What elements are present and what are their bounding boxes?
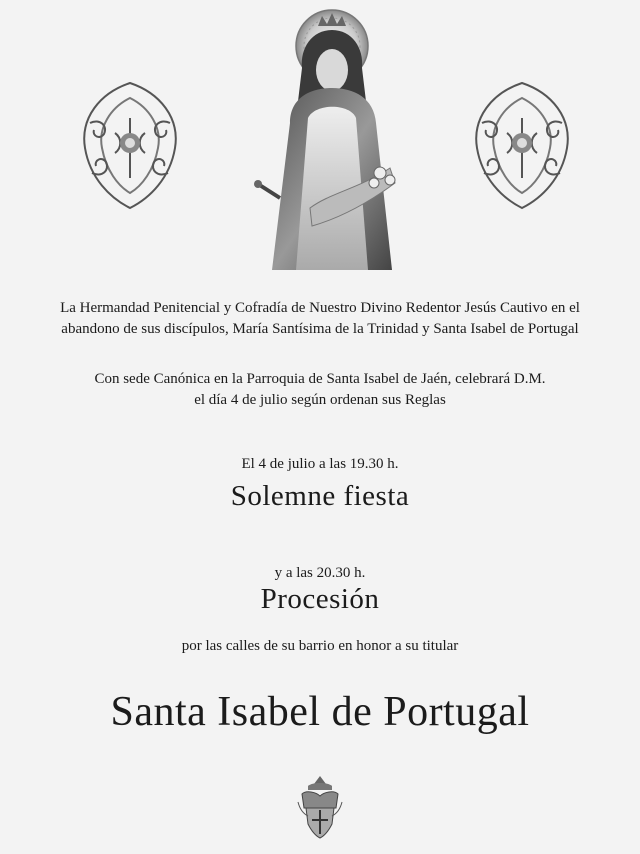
route-text: por las calles de su barrio en honor a su titular (181, 638, 459, 654)
seat-line-2: el día 4 de julio según ordenan sus Reglas (194, 392, 446, 408)
event-1-time: El 4 de julio a las 19.30 h. (241, 456, 399, 472)
intro-line-2: abandono de sus discípulos, María Santísima de la Trinidad y Santa Isabel de Portugal (61, 321, 579, 337)
baroque-ornament-right-icon (462, 78, 582, 213)
event-1-title: Solemne fiesta (230, 480, 410, 512)
titular-heading: Santa Isabel de Portugal (110, 689, 530, 735)
canonical-seat (0, 369, 640, 411)
brotherhood-crest-icon (296, 774, 344, 840)
brotherhood-intro (0, 298, 640, 340)
intro-line-1: La Hermandad Penitencial y Cofradía de Nuestro Divino Redentor Jesús Cautivo en el (60, 300, 580, 316)
event-2-title: Procesión (260, 583, 380, 615)
seat-line-1: Con sede Canónica en la Parroquia de Santa Isabel de Jaén, celebrará D.M. (94, 371, 546, 387)
saint-statue-image (250, 8, 410, 270)
event-2-time: y a las 20.30 h. (274, 565, 366, 581)
baroque-ornament-left-icon (70, 78, 190, 213)
